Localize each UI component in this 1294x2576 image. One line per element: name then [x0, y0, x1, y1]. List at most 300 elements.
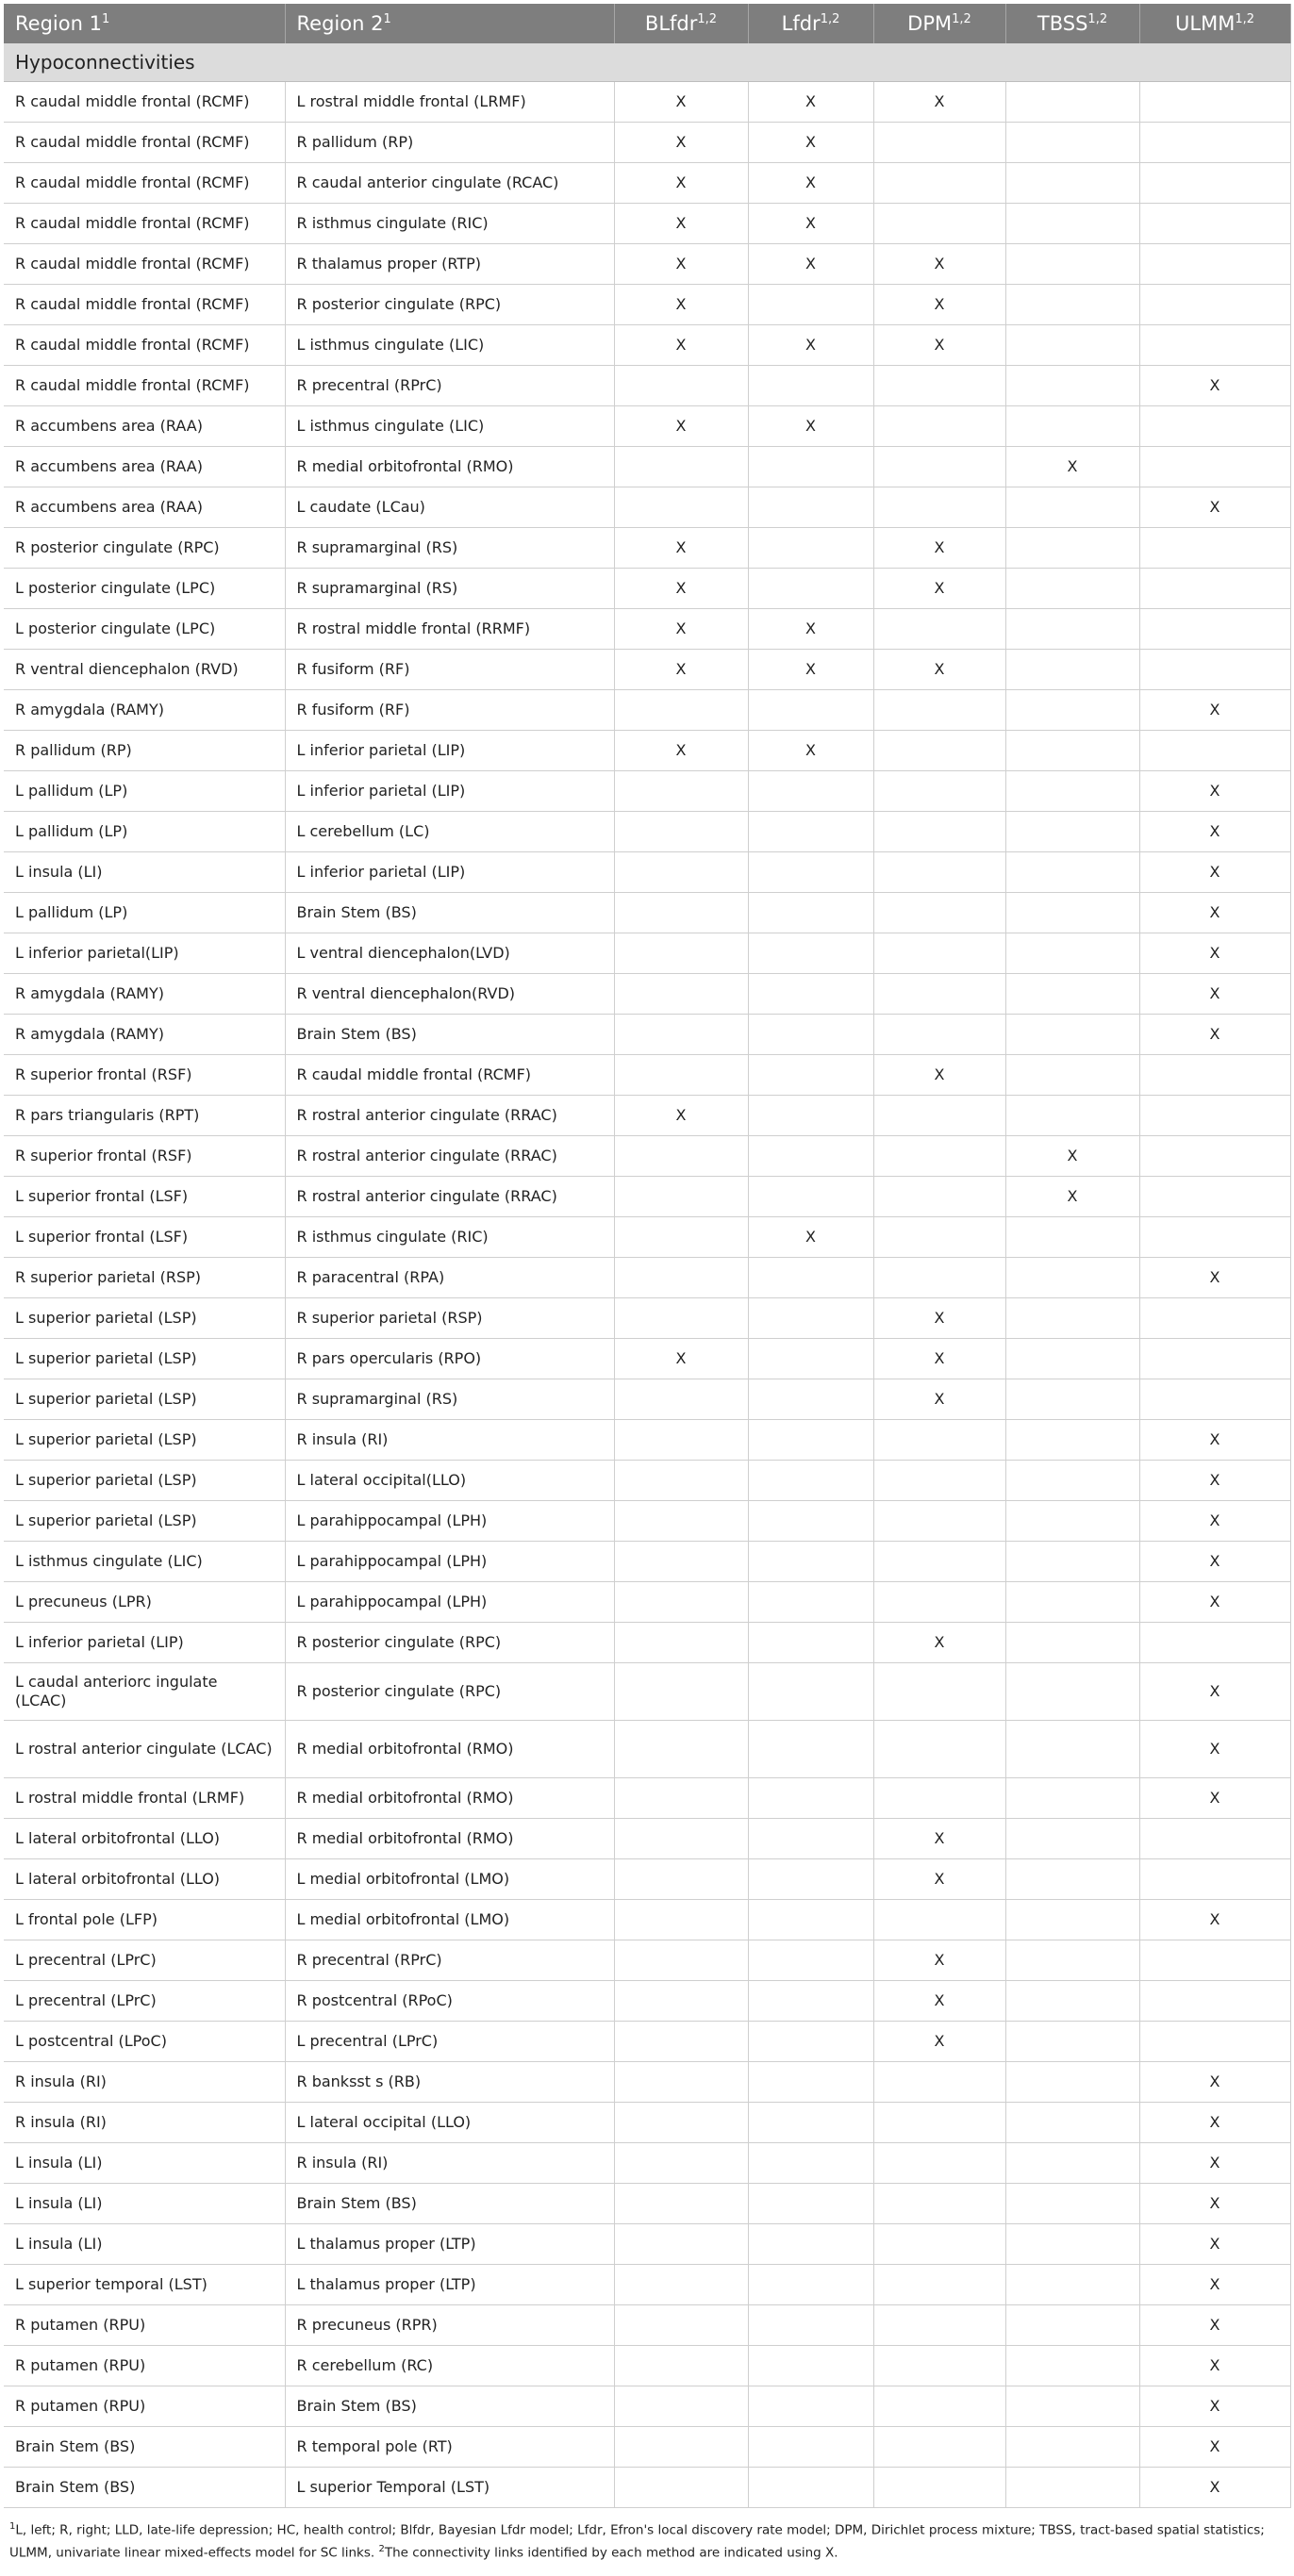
table-row	[4, 1055, 1290, 1096]
cell-ulmm: X	[1139, 1420, 1290, 1461]
cell-ulmm	[1139, 650, 1290, 690]
cell-dpm	[873, 1721, 1005, 1778]
cell-lfdr	[748, 1055, 873, 1096]
cell-ulmm	[1139, 1379, 1290, 1420]
cell-region1: R insula (RI)	[4, 2062, 285, 2103]
cell-region2: Brain Stem (BS)	[285, 893, 614, 933]
cell-region2: R caudal anterior cingulate (RCAC)	[285, 163, 614, 204]
cell-region1: R amygdala (RAMY)	[4, 690, 285, 731]
cell-region1: R accumbens area (RAA)	[4, 447, 285, 487]
table-row	[4, 82, 1290, 123]
cell-tbss	[1005, 2224, 1139, 2265]
cell-region1: L pallidum (LP)	[4, 812, 285, 852]
cell-tbss	[1005, 1379, 1139, 1420]
cell-ulmm: X	[1139, 2224, 1290, 2265]
cell-lfdr: X	[748, 123, 873, 163]
cell-blfdr: X	[614, 528, 748, 569]
cell-blfdr	[614, 1542, 748, 1582]
cell-dpm	[873, 1420, 1005, 1461]
cell-tbss	[1005, 1217, 1139, 1258]
cell-blfdr: X	[614, 569, 748, 609]
cell-region2: Brain Stem (BS)	[285, 2184, 614, 2224]
cell-region2: L medial orbitofrontal (LMO)	[285, 1900, 614, 1940]
cell-region2: L parahippocampal (LPH)	[285, 1501, 614, 1542]
cell-lfdr	[748, 852, 873, 893]
cell-blfdr: X	[614, 285, 748, 325]
table-row	[4, 2103, 1290, 2143]
cell-dpm	[873, 933, 1005, 974]
table-row	[4, 123, 1290, 163]
cell-lfdr	[748, 2305, 873, 2346]
cell-dpm: X	[873, 569, 1005, 609]
cell-lfdr	[748, 1015, 873, 1055]
cell-region2: R banksst s (RB)	[285, 2062, 614, 2103]
cell-ulmm: X	[1139, 2103, 1290, 2143]
table-row	[4, 1177, 1290, 1217]
cell-ulmm: X	[1139, 1582, 1290, 1623]
cell-blfdr	[614, 812, 748, 852]
cell-ulmm: X	[1139, 690, 1290, 731]
cell-blfdr	[614, 366, 748, 406]
cell-region1: L insula (LI)	[4, 2184, 285, 2224]
cell-lfdr	[748, 2224, 873, 2265]
cell-region1: R caudal middle frontal (RCMF)	[4, 163, 285, 204]
table-row	[4, 650, 1290, 690]
cell-blfdr	[614, 893, 748, 933]
cell-region2: R posterior cingulate (RPC)	[285, 1663, 614, 1721]
cell-dpm: X	[873, 528, 1005, 569]
cell-region2: R pars opercularis (RPO)	[285, 1339, 614, 1379]
cell-tbss	[1005, 2427, 1139, 2468]
cell-lfdr	[748, 2427, 873, 2468]
table-row	[4, 1217, 1290, 1258]
cell-ulmm	[1139, 163, 1290, 204]
cell-blfdr	[614, 1900, 748, 1940]
cell-blfdr	[614, 1379, 748, 1420]
cell-ulmm: X	[1139, 933, 1290, 974]
cell-dpm	[873, 2386, 1005, 2427]
cell-tbss	[1005, 1981, 1139, 2022]
cell-blfdr: X	[614, 406, 748, 447]
table-row	[4, 1258, 1290, 1298]
cell-blfdr	[614, 1177, 748, 1217]
cell-ulmm: X	[1139, 893, 1290, 933]
cell-lfdr	[748, 1582, 873, 1623]
cell-ulmm: X	[1139, 2143, 1290, 2184]
cell-ulmm	[1139, 1819, 1290, 1859]
header-tbss: TBSS$^{1,2}$	[1005, 4, 1139, 43]
cell-tbss	[1005, 1298, 1139, 1339]
table-row	[4, 1940, 1290, 1981]
cell-region1: R pars triangularis (RPT)	[4, 1096, 285, 1136]
cell-ulmm: X	[1139, 852, 1290, 893]
cell-region1: L lateral orbitofrontal (LLO)	[4, 1859, 285, 1900]
table-row	[4, 447, 1290, 487]
header-lfdr: Lfdr$^{1,2}$	[748, 4, 873, 43]
cell-ulmm	[1139, 1177, 1290, 1217]
cell-region2: L cerebellum (LC)	[285, 812, 614, 852]
cell-blfdr	[614, 974, 748, 1015]
cell-region2: L lateral occipital(LLO)	[285, 1461, 614, 1501]
cell-lfdr	[748, 528, 873, 569]
cell-dpm	[873, 2103, 1005, 2143]
cell-lfdr	[748, 487, 873, 528]
cell-region2: R precentral (RPrC)	[285, 1940, 614, 1981]
cell-tbss	[1005, 1258, 1139, 1298]
cell-tbss	[1005, 487, 1139, 528]
cell-region1: L superior parietal (LSP)	[4, 1339, 285, 1379]
cell-lfdr	[748, 1379, 873, 1420]
cell-lfdr	[748, 1778, 873, 1819]
cell-region2: R supramarginal (RS)	[285, 528, 614, 569]
cell-lfdr: X	[748, 1217, 873, 1258]
cell-tbss	[1005, 2346, 1139, 2386]
cell-region2: R insula (RI)	[285, 1420, 614, 1461]
cell-ulmm	[1139, 82, 1290, 123]
header-row	[4, 4, 1290, 43]
cell-lfdr: X	[748, 163, 873, 204]
cell-blfdr	[614, 1940, 748, 1981]
cell-dpm	[873, 406, 1005, 447]
cell-blfdr	[614, 1461, 748, 1501]
cell-lfdr	[748, 2468, 873, 2508]
cell-region1: L insula (LI)	[4, 852, 285, 893]
cell-blfdr	[614, 2062, 748, 2103]
table-row	[4, 974, 1290, 1015]
cell-dpm	[873, 2346, 1005, 2386]
cell-lfdr: X	[748, 204, 873, 244]
cell-ulmm	[1139, 1055, 1290, 1096]
cell-region2: R medial orbitofrontal (RMO)	[285, 1721, 614, 1778]
table-row	[4, 2265, 1290, 2305]
cell-region1: R ventral diencephalon (RVD)	[4, 650, 285, 690]
table-row	[4, 1778, 1290, 1819]
cell-tbss	[1005, 204, 1139, 244]
cell-blfdr	[614, 1663, 748, 1721]
cell-region1: R caudal middle frontal (RCMF)	[4, 285, 285, 325]
table-row	[4, 163, 1290, 204]
cell-ulmm: X	[1139, 1663, 1290, 1721]
cell-blfdr	[614, 1582, 748, 1623]
cell-dpm: X	[873, 1379, 1005, 1420]
cell-dpm	[873, 1542, 1005, 1582]
cell-region2: L medial orbitofrontal (LMO)	[285, 1859, 614, 1900]
cell-ulmm: X	[1139, 2265, 1290, 2305]
cell-ulmm	[1139, 1940, 1290, 1981]
table-row	[4, 1136, 1290, 1177]
cell-tbss: X	[1005, 447, 1139, 487]
cell-ulmm	[1139, 1096, 1290, 1136]
cell-lfdr	[748, 933, 873, 974]
cell-blfdr	[614, 2305, 748, 2346]
cell-region2: L thalamus proper (LTP)	[285, 2224, 614, 2265]
cell-blfdr: X	[614, 1096, 748, 1136]
cell-region2: R pallidum (RP)	[285, 123, 614, 163]
cell-tbss	[1005, 690, 1139, 731]
cell-dpm: X	[873, 82, 1005, 123]
cell-ulmm: X	[1139, 2062, 1290, 2103]
cell-tbss	[1005, 731, 1139, 771]
cell-blfdr	[614, 771, 748, 812]
table-row	[4, 2386, 1290, 2427]
cell-tbss	[1005, 1055, 1139, 1096]
cell-dpm: X	[873, 2022, 1005, 2062]
cell-region2: R thalamus proper (RTP)	[285, 244, 614, 285]
cell-region2: R supramarginal (RS)	[285, 569, 614, 609]
cell-ulmm: X	[1139, 1721, 1290, 1778]
cell-lfdr	[748, 2184, 873, 2224]
cell-dpm: X	[873, 1819, 1005, 1859]
cell-region1: R putamen (RPU)	[4, 2305, 285, 2346]
cell-blfdr	[614, 2143, 748, 2184]
cell-lfdr	[748, 812, 873, 852]
cell-dpm	[873, 852, 1005, 893]
cell-region2: L superior Temporal (LST)	[285, 2468, 614, 2508]
cell-region2: L inferior parietal (LIP)	[285, 852, 614, 893]
table-row	[4, 406, 1290, 447]
footnote-1: L, left; R, right; LLD, late-life depression; HC, health control; Blfdr, Bayesian Lfdr model; Lfdr, Efron's local discovery rate model; DPM, Dirichlet process mixture; TBSS, tract-based spatial statistics; ULMM, univariate linear mixed-effects model for SC links.	[9, 2522, 1265, 2560]
cell-dpm: X	[873, 1623, 1005, 1663]
table-row	[4, 487, 1290, 528]
cell-region2: L inferior parietal (LIP)	[285, 771, 614, 812]
cell-ulmm	[1139, 123, 1290, 163]
cell-lfdr: X	[748, 406, 873, 447]
cell-ulmm: X	[1139, 771, 1290, 812]
cell-tbss	[1005, 1582, 1139, 1623]
cell-region1: R accumbens area (RAA)	[4, 406, 285, 447]
cell-blfdr	[614, 1819, 748, 1859]
cell-ulmm: X	[1139, 1258, 1290, 1298]
cell-dpm	[873, 1501, 1005, 1542]
cell-tbss	[1005, 2468, 1139, 2508]
table-row	[4, 933, 1290, 974]
cell-blfdr: X	[614, 1339, 748, 1379]
cell-tbss	[1005, 528, 1139, 569]
cell-ulmm: X	[1139, 1501, 1290, 1542]
cell-tbss	[1005, 2184, 1139, 2224]
cell-region2: R isthmus cingulate (RIC)	[285, 204, 614, 244]
table-row	[4, 244, 1290, 285]
cell-region2: Brain Stem (BS)	[285, 1015, 614, 1055]
cell-lfdr	[748, 1623, 873, 1663]
footnote-2: The connectivity links identified by each method are indicated using X.	[384, 2545, 838, 2560]
cell-dpm: X	[873, 650, 1005, 690]
cell-dpm	[873, 812, 1005, 852]
header-blfdr: BLfdr$^{1,2}$	[614, 4, 748, 43]
cell-region2: R precentral (RPrC)	[285, 366, 614, 406]
table-row	[4, 1623, 1290, 1663]
cell-region1: L superior parietal (LSP)	[4, 1298, 285, 1339]
cell-ulmm	[1139, 528, 1290, 569]
cell-blfdr	[614, 1420, 748, 1461]
cell-region2: L thalamus proper (LTP)	[285, 2265, 614, 2305]
cell-dpm: X	[873, 1940, 1005, 1981]
section-row	[4, 43, 1290, 82]
cell-region1: R caudal middle frontal (RCMF)	[4, 123, 285, 163]
cell-dpm	[873, 2143, 1005, 2184]
cell-blfdr	[614, 2224, 748, 2265]
cell-blfdr: X	[614, 325, 748, 366]
cell-ulmm: X	[1139, 2468, 1290, 2508]
cell-lfdr: X	[748, 325, 873, 366]
cell-ulmm	[1139, 1339, 1290, 1379]
cell-tbss	[1005, 163, 1139, 204]
cell-lfdr: X	[748, 609, 873, 650]
cell-region2: R rostral middle frontal (RRMF)	[285, 609, 614, 650]
cell-blfdr	[614, 1623, 748, 1663]
cell-tbss	[1005, 1819, 1139, 1859]
cell-dpm: X	[873, 325, 1005, 366]
cell-tbss	[1005, 893, 1139, 933]
cell-blfdr: X	[614, 163, 748, 204]
table-row	[4, 731, 1290, 771]
cell-blfdr	[614, 1217, 748, 1258]
cell-ulmm	[1139, 569, 1290, 609]
cell-region1: L frontal pole (LFP)	[4, 1900, 285, 1940]
cell-region2: L ventral diencephalon(LVD)	[285, 933, 614, 974]
table-row	[4, 1461, 1290, 1501]
cell-dpm	[873, 690, 1005, 731]
cell-dpm	[873, 2305, 1005, 2346]
cell-dpm	[873, 163, 1005, 204]
cell-region2: L caudate (LCau)	[285, 487, 614, 528]
cell-region1: L inferior parietal (LIP)	[4, 1623, 285, 1663]
cell-ulmm	[1139, 731, 1290, 771]
cell-blfdr	[614, 690, 748, 731]
cell-tbss: X	[1005, 1177, 1139, 1217]
cell-lfdr	[748, 569, 873, 609]
cell-lfdr	[748, 2386, 873, 2427]
table-row	[4, 1298, 1290, 1339]
cell-lfdr	[748, 1298, 873, 1339]
footnote-1-marker: 1	[9, 2521, 16, 2532]
cell-blfdr	[614, 487, 748, 528]
cell-dpm	[873, 1663, 1005, 1721]
cell-ulmm: X	[1139, 1461, 1290, 1501]
cell-tbss	[1005, 650, 1139, 690]
cell-region2: R supramarginal (RS)	[285, 1379, 614, 1420]
cell-tbss	[1005, 1623, 1139, 1663]
table-row	[4, 2427, 1290, 2468]
cell-dpm: X	[873, 1981, 1005, 2022]
cell-blfdr	[614, 2184, 748, 2224]
cell-region2: R isthmus cingulate (RIC)	[285, 1217, 614, 1258]
cell-lfdr: X	[748, 244, 873, 285]
table-row	[4, 2022, 1290, 2062]
cell-tbss: X	[1005, 1136, 1139, 1177]
table-row	[4, 1501, 1290, 1542]
table-row	[4, 893, 1290, 933]
cell-tbss	[1005, 1015, 1139, 1055]
cell-tbss	[1005, 2143, 1139, 2184]
cell-blfdr	[614, 447, 748, 487]
table-row	[4, 366, 1290, 406]
cell-blfdr: X	[614, 731, 748, 771]
cell-lfdr	[748, 1461, 873, 1501]
cell-lfdr	[748, 1819, 873, 1859]
cell-blfdr: X	[614, 650, 748, 690]
cell-region1: Brain Stem (BS)	[4, 2468, 285, 2508]
table-row	[4, 690, 1290, 731]
cell-region2: R fusiform (RF)	[285, 650, 614, 690]
cell-region2: R caudal middle frontal (RCMF)	[285, 1055, 614, 1096]
cell-dpm: X	[873, 244, 1005, 285]
cell-lfdr: X	[748, 731, 873, 771]
cell-region1: L superior temporal (LST)	[4, 2265, 285, 2305]
table-row	[4, 2184, 1290, 2224]
cell-lfdr	[748, 1420, 873, 1461]
cell-ulmm	[1139, 609, 1290, 650]
cell-dpm	[873, 771, 1005, 812]
cell-ulmm: X	[1139, 1542, 1290, 1582]
cell-blfdr	[614, 1778, 748, 1819]
cell-lfdr	[748, 893, 873, 933]
cell-blfdr	[614, 1981, 748, 2022]
cell-lfdr	[748, 1542, 873, 1582]
table-row	[4, 2346, 1290, 2386]
cell-region1: L pallidum (LP)	[4, 893, 285, 933]
cell-lfdr	[748, 1339, 873, 1379]
cell-blfdr: X	[614, 609, 748, 650]
cell-ulmm: X	[1139, 366, 1290, 406]
cell-dpm: X	[873, 1055, 1005, 1096]
cell-blfdr	[614, 1501, 748, 1542]
cell-tbss	[1005, 1663, 1139, 1721]
table-row	[4, 528, 1290, 569]
cell-lfdr	[748, 2022, 873, 2062]
cell-region2: R rostral anterior cingulate (RRAC)	[285, 1136, 614, 1177]
cell-blfdr	[614, 933, 748, 974]
cell-dpm	[873, 731, 1005, 771]
cell-region1: L isthmus cingulate (LIC)	[4, 1542, 285, 1582]
cell-tbss	[1005, 1096, 1139, 1136]
cell-blfdr	[614, 2022, 748, 2062]
cell-ulmm	[1139, 2022, 1290, 2062]
cell-region1: R caudal middle frontal (RCMF)	[4, 204, 285, 244]
cell-ulmm: X	[1139, 2184, 1290, 2224]
cell-region2: R rostral anterior cingulate (RRAC)	[285, 1177, 614, 1217]
cell-dpm	[873, 1461, 1005, 1501]
cell-region2: R cerebellum (RC)	[285, 2346, 614, 2386]
cell-region1: L insula (LI)	[4, 2143, 285, 2184]
cell-dpm	[873, 2224, 1005, 2265]
cell-dpm: X	[873, 1859, 1005, 1900]
cell-tbss	[1005, 2265, 1139, 2305]
cell-ulmm: X	[1139, 1778, 1290, 1819]
cell-ulmm: X	[1139, 1015, 1290, 1055]
table-row	[4, 1379, 1290, 1420]
cell-dpm	[873, 1136, 1005, 1177]
cell-region1: L caudal anteriorc ingulate (LCAC)	[4, 1663, 285, 1721]
cell-tbss	[1005, 1940, 1139, 1981]
cell-region2: L precentral (LPrC)	[285, 2022, 614, 2062]
cell-region2: R postcentral (RPoC)	[285, 1981, 614, 2022]
cell-blfdr	[614, 2103, 748, 2143]
cell-dpm	[873, 1096, 1005, 1136]
cell-region1: L superior frontal (LSF)	[4, 1177, 285, 1217]
table-row	[4, 1015, 1290, 1055]
cell-region1: R superior parietal (RSP)	[4, 1258, 285, 1298]
table-row	[4, 1900, 1290, 1940]
cell-region2: R precuneus (RPR)	[285, 2305, 614, 2346]
cell-tbss	[1005, 1501, 1139, 1542]
cell-region2: R superior parietal (RSP)	[285, 1298, 614, 1339]
table-row	[4, 2143, 1290, 2184]
cell-region2: Brain Stem (BS)	[285, 2386, 614, 2427]
table-row	[4, 2305, 1290, 2346]
cell-tbss	[1005, 82, 1139, 123]
cell-ulmm: X	[1139, 2305, 1290, 2346]
